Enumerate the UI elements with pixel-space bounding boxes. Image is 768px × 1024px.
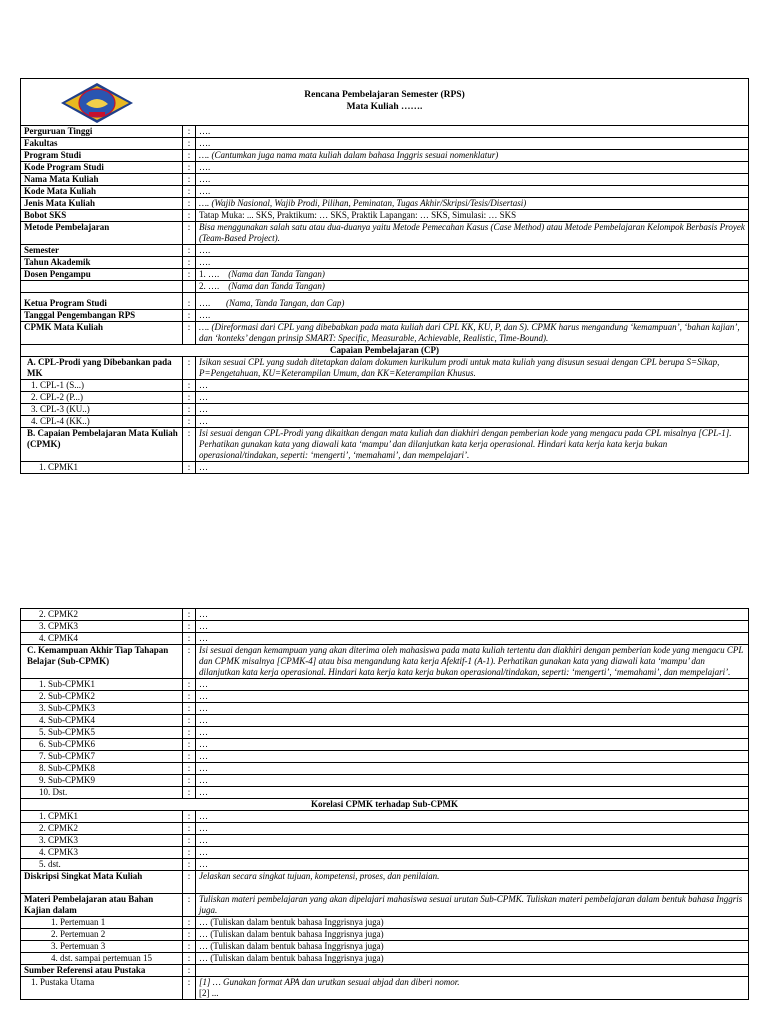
cpmk-item <box>21 609 749 621</box>
subcpmk-item-label: 7. Sub-CPMK7 <box>21 751 183 763</box>
colon: : <box>183 621 196 633</box>
cpl-item-label: 1. CPL-1 (S...) <box>21 380 183 392</box>
university-logo-icon <box>59 82 135 124</box>
row-value: … <box>196 633 749 645</box>
colon: : <box>183 691 196 703</box>
row-value: …. <box>196 186 749 198</box>
subcpmk-item <box>21 715 749 727</box>
subcpmk-item <box>21 751 749 763</box>
colon: : <box>183 703 196 715</box>
row-value: … <box>196 715 749 727</box>
materi-item-label: 3. Pertemuan 3 <box>21 941 183 953</box>
row-value: … <box>196 811 749 823</box>
row-value: … <box>196 727 749 739</box>
cpl-item-label: 3. CPL-3 (KU..) <box>21 404 183 416</box>
row-value: …. <box>196 310 749 322</box>
subcpmk-item-label: 8. Sub-CPMK8 <box>21 763 183 775</box>
cpl-item-label: 4. CPL-4 (KK..) <box>21 416 183 428</box>
row-value: Tatap Muka: ... SKS, Praktikum: … SKS, Praktik Lapangan: … SKS, Simulasi: … SKS <box>196 210 749 222</box>
row-value: …. <box>196 174 749 186</box>
korelasi-item-label: 2. CPMK2 <box>21 823 183 835</box>
deskripsi-row <box>21 871 749 894</box>
colon: : <box>183 823 196 835</box>
info-row <box>21 174 749 186</box>
row-value: …. (Direformasi dari CPL yang dibebabkan pada mata kuliah dari CPL KK, KU, P, dan S). CPMK harus mengandung ‘kemampuan’, ‘bahan kajian’, dan ‘konteks’ dengan prinsip SMART: Specific, Measurable, Achievable, Realistic, Time-Bound). <box>196 322 749 345</box>
colon: : <box>183 150 196 162</box>
colon: : <box>183 739 196 751</box>
rps-table-page-1 <box>20 78 749 474</box>
row-value: … <box>196 621 749 633</box>
colon: : <box>183 186 196 198</box>
info-row <box>21 222 749 245</box>
row-label: Jenis Mata Kuliah <box>21 198 183 210</box>
row-value: Isi sesuai dengan CPL-Prodi yang dikaitkan dengan mata kuliah dan diakhiri dengan pemberian kode yang mengacu pada CPL misalnya [CPL-1]. Perhatikan gunakan kata yang diawali kata ‘mampu’ dan dilanjutkan kata kerja operasional. Hindari kata kerja kata kerja bukan operasional/tindakan, seperti: ‘mengerti’, ‘memahami’, dan mempelajari’. <box>196 428 749 462</box>
row-value: … <box>196 609 749 621</box>
cpmk-item-label: 4. CPMK4 <box>21 633 183 645</box>
colon: : <box>183 835 196 847</box>
row-value: … (Tuliskan dalam bentuk bahasa Inggrisnya juga) <box>196 941 749 953</box>
row-label: Kode Mata Kuliah <box>21 186 183 198</box>
row-value: … <box>196 392 749 404</box>
materi-item-label: 1. Pertemuan 1 <box>21 917 183 929</box>
colon: : <box>183 126 196 138</box>
cpmk-item-label: 1. CPMK1 <box>21 462 183 474</box>
row-label: Program Studi <box>21 150 183 162</box>
colon: : <box>183 257 196 269</box>
row-label: C. Kemampuan Akhir Tiap Tahapan Belajar (Sub-CPMK) <box>21 645 183 679</box>
subcpmk-item-label: 5. Sub-CPMK5 <box>21 727 183 739</box>
row-value: … <box>196 751 749 763</box>
subcpmk-item <box>21 691 749 703</box>
subcpmk-item <box>21 679 749 691</box>
cpl-item <box>21 380 749 392</box>
cpmk-item-label: 3. CPMK3 <box>21 621 183 633</box>
cpl-item <box>21 392 749 404</box>
colon: : <box>183 859 196 871</box>
row-label: Bobot SKS <box>21 210 183 222</box>
cpmk-row <box>21 322 749 345</box>
row-value: …. <box>196 138 749 150</box>
row-value: … <box>196 763 749 775</box>
colon: : <box>183 322 196 345</box>
subcpmk-item <box>21 763 749 775</box>
colon: : <box>183 775 196 787</box>
pustaka-utama-label: 1. Pustaka Utama <box>21 977 183 1000</box>
materi-item <box>21 929 749 941</box>
subcpmk-item-label: 1. Sub-CPMK1 <box>21 679 183 691</box>
row-label: Perguruan Tinggi <box>21 126 183 138</box>
dosen-row <box>21 269 749 281</box>
colon: : <box>183 245 196 257</box>
subcpmk-item-label: 10. Dst. <box>21 787 183 799</box>
row-value: … <box>196 380 749 392</box>
colon: : <box>183 269 196 281</box>
colon: : <box>183 357 196 380</box>
colon: : <box>183 941 196 953</box>
row-value: … (Tuliskan dalam bentuk bahasa Inggrisnya juga) <box>196 953 749 965</box>
cpmk-b-row <box>21 428 749 462</box>
cpmk-item-label: 2. CPMK2 <box>21 609 183 621</box>
korelasi-item <box>21 859 749 871</box>
colon: : <box>183 977 196 1000</box>
korelasi-item-label: 4. CPMK3 <box>21 847 183 859</box>
kaprodi-note: (Nama, Tanda Tangan, dan Cap) <box>226 298 345 308</box>
colon: : <box>183 715 196 727</box>
subcpmk-item-label: 4. Sub-CPMK4 <box>21 715 183 727</box>
row-value: Tuliskan materi pembelajaran yang akan dipelajari mahasiswa sesuai urutan Sub-CPMK. Tuliskan materi pembelajaran dalam bentuk bahasa Inggris juga. <box>196 894 749 917</box>
row-value: … (Tuliskan dalam bentuk bahasa Inggrisnya juga) <box>196 917 749 929</box>
cpl-item <box>21 416 749 428</box>
cpl-item-label: 2. CPL-2 (P...) <box>21 392 183 404</box>
row-value: … <box>196 462 749 474</box>
colon: : <box>183 763 196 775</box>
korelasi-item <box>21 835 749 847</box>
row-value: … <box>196 404 749 416</box>
colon: : <box>183 633 196 645</box>
colon: : <box>183 222 196 245</box>
colon: : <box>183 871 196 894</box>
dosen-2-prefix: 2. …. <box>199 281 220 291</box>
info-row <box>21 198 749 210</box>
colon: : <box>183 965 196 977</box>
subcpmk-item-label: 9. Sub-CPMK9 <box>21 775 183 787</box>
korelasi-item-label: 3. CPMK3 <box>21 835 183 847</box>
row-value: …. <box>196 126 749 138</box>
subcpmk-item-label: 3. Sub-CPMK3 <box>21 703 183 715</box>
subcpmk-item <box>21 787 749 799</box>
pustaka-line-1: [1] … Gunakan format APA dan urutkan sesuai abjad dan diberi nomor. <box>199 977 460 987</box>
page-subtitle: Mata Kuliah ……. <box>346 102 423 112</box>
row-label: Nama Mata Kuliah <box>21 174 183 186</box>
row-value: … <box>196 775 749 787</box>
row-value: …. <box>196 162 749 174</box>
row-label: B. Capaian Pembelajaran Mata Kuliah (CPMK) <box>21 428 183 462</box>
header-row <box>21 79 749 126</box>
row-value: Isikan sesuai CPL yang sudah ditetapkan dalam dokumen kurikulum prodi untuk mata kuliah yang disusun sesuai dengan CPL berupa S=Sikap, P=Pengetahuan, KU=Keterampilan Umum, dan KK=Keterampilan Khusus. <box>196 357 749 380</box>
cpmk-item <box>21 462 749 474</box>
colon: : <box>183 293 196 310</box>
dosen-row-2 <box>21 281 749 293</box>
colon: : <box>183 462 196 474</box>
row-label: Sumber Referensi atau Pustaka <box>21 965 183 977</box>
colon: : <box>183 416 196 428</box>
materi-item <box>21 941 749 953</box>
cpmk-item <box>21 633 749 645</box>
section-cp <box>21 345 749 357</box>
materi-item-label: 4. dst. sampai pertemuan 15 <box>21 953 183 965</box>
info-row <box>21 257 749 269</box>
pustaka-line-2: [2] ... <box>199 988 219 998</box>
colon: : <box>183 787 196 799</box>
row-label: Tahun Akademik <box>21 257 183 269</box>
row-value: … <box>196 859 749 871</box>
row-value: …. (Cantumkan juga nama mata kuliah dalam bahasa Inggris sesuai nomenklatur) <box>196 150 749 162</box>
info-row <box>21 210 749 222</box>
row-value: … <box>196 703 749 715</box>
colon: : <box>183 392 196 404</box>
info-row <box>21 162 749 174</box>
page-title: Rencana Pembelajaran Semester (RPS) <box>304 90 465 100</box>
dosen-2-note: (Nama dan Tanda Tangan) <box>228 281 325 291</box>
section-title: Korelasi CPMK terhadap Sub-CPMK <box>21 799 749 811</box>
row-label: Semester <box>21 245 183 257</box>
subcpmk-item-label: 6. Sub-CPMK6 <box>21 739 183 751</box>
colon: : <box>183 404 196 416</box>
info-row <box>21 186 749 198</box>
section-title: Capaian Pembelajaran (CP) <box>21 345 749 357</box>
subcpmk-item <box>21 703 749 715</box>
subcpmk-row <box>21 645 749 679</box>
dosen-1-note: (Nama dan Tanda Tangan) <box>228 269 325 279</box>
row-value: … <box>196 679 749 691</box>
row-value: … <box>196 787 749 799</box>
colon: : <box>183 679 196 691</box>
colon: : <box>183 174 196 186</box>
row-value: … <box>196 691 749 703</box>
colon: : <box>183 198 196 210</box>
row-label: Materi Pembelajaran atau Bahan Kajian dalam <box>21 894 183 917</box>
row-value: …. <box>196 245 749 257</box>
kaprodi-row <box>21 293 749 310</box>
row-value: Jelaskan secara singkat tujuan, kompetensi, proses, dan penilaian. <box>196 871 749 894</box>
row-value: … <box>196 416 749 428</box>
tanggal-row <box>21 310 749 322</box>
row-label: Kode Program Studi <box>21 162 183 174</box>
row-value: … <box>196 739 749 751</box>
colon: : <box>183 811 196 823</box>
kaprodi-prefix: …. <box>199 298 211 308</box>
subcpmk-item <box>21 727 749 739</box>
materi-item <box>21 953 749 965</box>
korelasi-item-label: 1. CPMK1 <box>21 811 183 823</box>
section-korelasi <box>21 799 749 811</box>
row-label: Ketua Program Studi <box>21 293 183 310</box>
rps-table-page-2 <box>20 608 749 1000</box>
korelasi-item <box>21 823 749 835</box>
row-label: Tanggal Pengembangan RPS <box>21 310 183 322</box>
info-row <box>21 138 749 150</box>
materi-item <box>21 917 749 929</box>
dosen-1-prefix: 1. …. <box>199 269 220 279</box>
row-label: CPMK Mata Kuliah <box>21 322 183 345</box>
colon: : <box>183 138 196 150</box>
row-label: Metode Pembelajaran <box>21 222 183 245</box>
referensi-row <box>21 965 749 977</box>
referensi-utama <box>21 977 749 1000</box>
subcpmk-item-label: 2. Sub-CPMK2 <box>21 691 183 703</box>
colon: : <box>183 428 196 462</box>
materi-item-label: 2. Pertemuan 2 <box>21 929 183 941</box>
colon: : <box>183 645 196 679</box>
row-value: … <box>196 835 749 847</box>
info-row <box>21 150 749 162</box>
colon: : <box>183 953 196 965</box>
subcpmk-item <box>21 739 749 751</box>
colon: : <box>183 162 196 174</box>
row-value: … <box>196 847 749 859</box>
korelasi-item-label: 5. dst. <box>21 859 183 871</box>
row-value: … (Tuliskan dalam bentuk bahasa Inggrisnya juga) <box>196 929 749 941</box>
colon: : <box>183 727 196 739</box>
row-label: Fakultas <box>21 138 183 150</box>
cpl-item <box>21 404 749 416</box>
row-label: A. CPL-Prodi yang Dibebankan pada MK <box>21 357 183 380</box>
row-value: …. (Wajib Nasional, Wajib Prodi, Pilihan, Peminatan, Tugas Akhir/Skripsi/Tesis/Disertasi) <box>196 198 749 210</box>
materi-row <box>21 894 749 917</box>
subcpmk-item <box>21 775 749 787</box>
row-value: Bisa menggunakan salah satu atau dua-duanya yaitu Metode Pemecahan Kasus (Case Method) atau Metode Pembelajaran Kelompok Berbasis Proyek (Team-Based Project). <box>196 222 749 245</box>
row-label: Dosen Pengampu <box>21 269 183 281</box>
colon: : <box>183 310 196 322</box>
colon: : <box>183 894 196 917</box>
cpmk-item <box>21 621 749 633</box>
colon: : <box>183 847 196 859</box>
colon: : <box>183 380 196 392</box>
colon: : <box>183 917 196 929</box>
colon: : <box>183 929 196 941</box>
cpl-row <box>21 357 749 380</box>
colon: : <box>183 751 196 763</box>
korelasi-item <box>21 847 749 859</box>
colon: : <box>183 609 196 621</box>
row-label: Diskripsi Singkat Mata Kuliah <box>21 871 183 894</box>
row-value: Isi sesuai dengan kemampuan yang akan diterima oleh mahasiswa pada mata kuliah tertentu dan diakhiri dengan pemberian kode yang mengacu CPL dan CPMK misalnya [CPMK-4] atau bisa mengandung kata kerja Afektif-1 (A-1). Perhatikan gunakan kata yang diawali kata ‘mampu’ dan dilanjutkan kata kerja operasional. Hindari kata kerja kata kerja bukan operasional/tindakan, seperti: ‘mengerti’, ‘memahami’, dan mempelajari’. <box>196 645 749 679</box>
row-value: …. <box>196 257 749 269</box>
colon: : <box>183 210 196 222</box>
row-value: … <box>196 823 749 835</box>
korelasi-item <box>21 811 749 823</box>
info-row <box>21 126 749 138</box>
info-row <box>21 245 749 257</box>
